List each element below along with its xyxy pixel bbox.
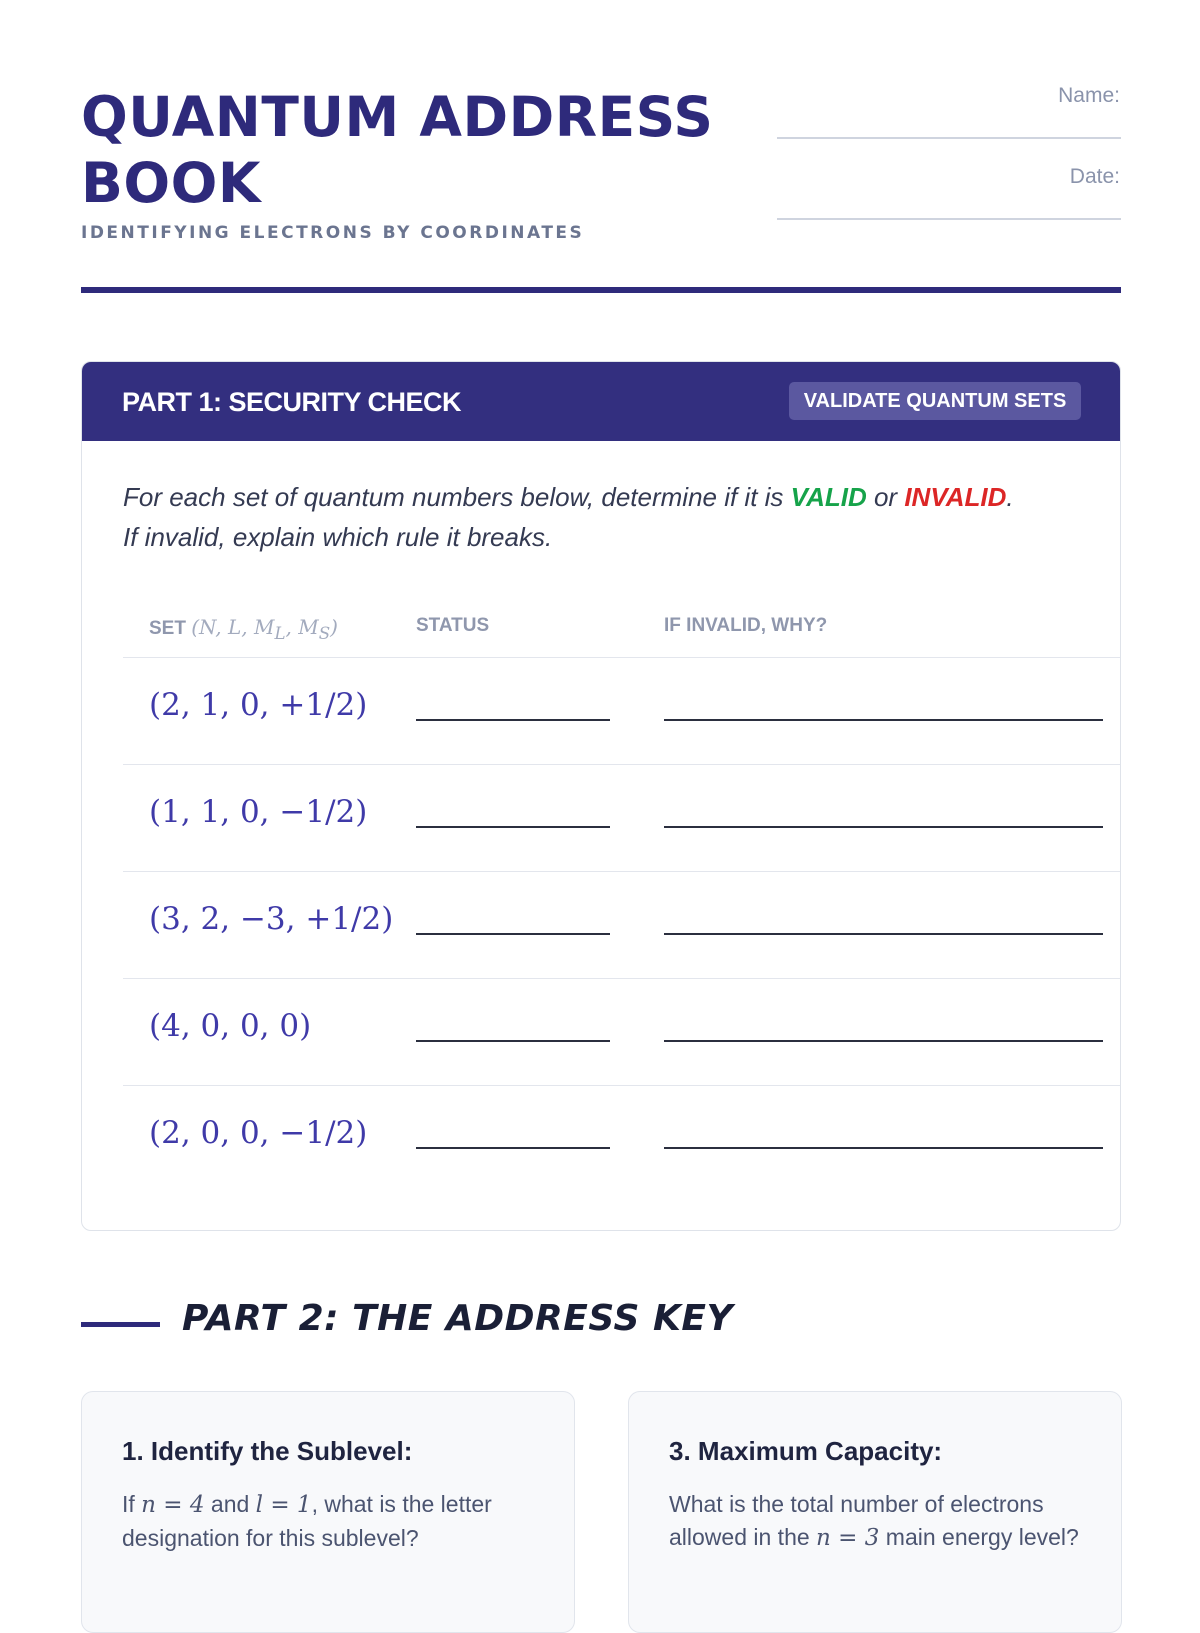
table-header-divider xyxy=(123,657,1121,658)
instructions-text: For each set of quantum numbers below, determine if it is xyxy=(123,482,791,512)
date-field[interactable] xyxy=(777,218,1121,220)
row-divider xyxy=(123,871,1121,872)
set-vars-text: (N, L, M xyxy=(191,615,275,639)
set-vars-sub-s: S xyxy=(318,624,331,643)
page-title: QUANTUM ADDRESS BOOK xyxy=(81,85,714,215)
part2-title: PART 2: THE ADDRESS KEY xyxy=(182,1298,734,1339)
status-blank[interactable] xyxy=(416,933,610,935)
column-header-set-label: SET xyxy=(149,618,186,639)
column-header-set xyxy=(149,615,338,643)
quantum-set: (3, 2, −3, +1/2) xyxy=(149,901,394,937)
question-text xyxy=(122,1488,542,1555)
name-field[interactable] xyxy=(777,137,1121,139)
question-title: 3. Maximum Capacity: xyxy=(669,1436,943,1466)
math-expression: l = 1 xyxy=(255,1492,312,1518)
question-title: 1. Identify the Sublevel: xyxy=(122,1436,413,1466)
page-subtitle: IDENTIFYING ELECTRONS BY COORDINATES xyxy=(81,223,585,243)
status-blank[interactable] xyxy=(416,1040,610,1042)
status-blank[interactable] xyxy=(416,1147,610,1149)
name-label: Name: xyxy=(1058,84,1120,107)
question-text-part: What is the total number of electrons allowed in the xyxy=(669,1491,1044,1550)
set-vars-text: ) xyxy=(330,615,338,639)
validate-badge: VALIDATE QUANTUM SETS xyxy=(789,382,1081,420)
reason-blank[interactable] xyxy=(664,1147,1103,1149)
part1-card xyxy=(81,361,1121,1231)
part1-instructions xyxy=(123,477,1023,557)
row-divider xyxy=(123,764,1121,765)
status-blank[interactable] xyxy=(416,826,610,828)
quantum-set: (2, 0, 0, −1/2) xyxy=(149,1115,368,1151)
invalid-keyword: INVALID xyxy=(904,482,1007,512)
question-text xyxy=(669,1488,1089,1555)
row-divider xyxy=(123,1085,1121,1086)
reason-blank[interactable] xyxy=(664,1040,1103,1042)
valid-keyword: VALID xyxy=(790,482,867,512)
reason-blank[interactable] xyxy=(664,933,1103,935)
question-text-part: If xyxy=(122,1491,142,1517)
question-text-part: and xyxy=(204,1491,256,1517)
instructions-text: . If invalid, explain which rule it breaks. xyxy=(123,482,1014,552)
column-header-why: IF INVALID, WHY? xyxy=(664,615,828,636)
question-card-sublevel xyxy=(81,1391,575,1633)
question-text-part: , what is the letter designation for this sublevel? xyxy=(122,1491,492,1551)
date-label: Date: xyxy=(1069,165,1120,188)
quantum-set: (1, 1, 0, −1/2) xyxy=(149,794,368,830)
quantum-set: (2, 1, 0, +1/2) xyxy=(149,687,368,723)
column-header-status: STATUS xyxy=(416,615,490,636)
question-text-part: main energy level? xyxy=(879,1524,1079,1550)
set-vars-text: , M xyxy=(285,615,319,639)
header-divider xyxy=(81,287,1121,293)
quantum-set: (4, 0, 0, 0) xyxy=(149,1008,312,1044)
reason-blank[interactable] xyxy=(664,719,1103,721)
column-header-set-vars xyxy=(191,615,338,643)
question-card-capacity xyxy=(628,1391,1122,1633)
row-divider xyxy=(123,978,1121,979)
status-blank[interactable] xyxy=(416,719,610,721)
instructions-text: or xyxy=(866,482,905,512)
part1-header xyxy=(82,362,1120,441)
set-vars-sub-l: L xyxy=(274,624,286,643)
math-expression: n = 4 xyxy=(141,1492,205,1518)
math-expression: n = 3 xyxy=(816,1525,880,1551)
part2-accent-line xyxy=(81,1322,160,1327)
part1-title: PART 1: SECURITY CHECK xyxy=(122,387,462,417)
reason-blank[interactable] xyxy=(664,826,1103,828)
